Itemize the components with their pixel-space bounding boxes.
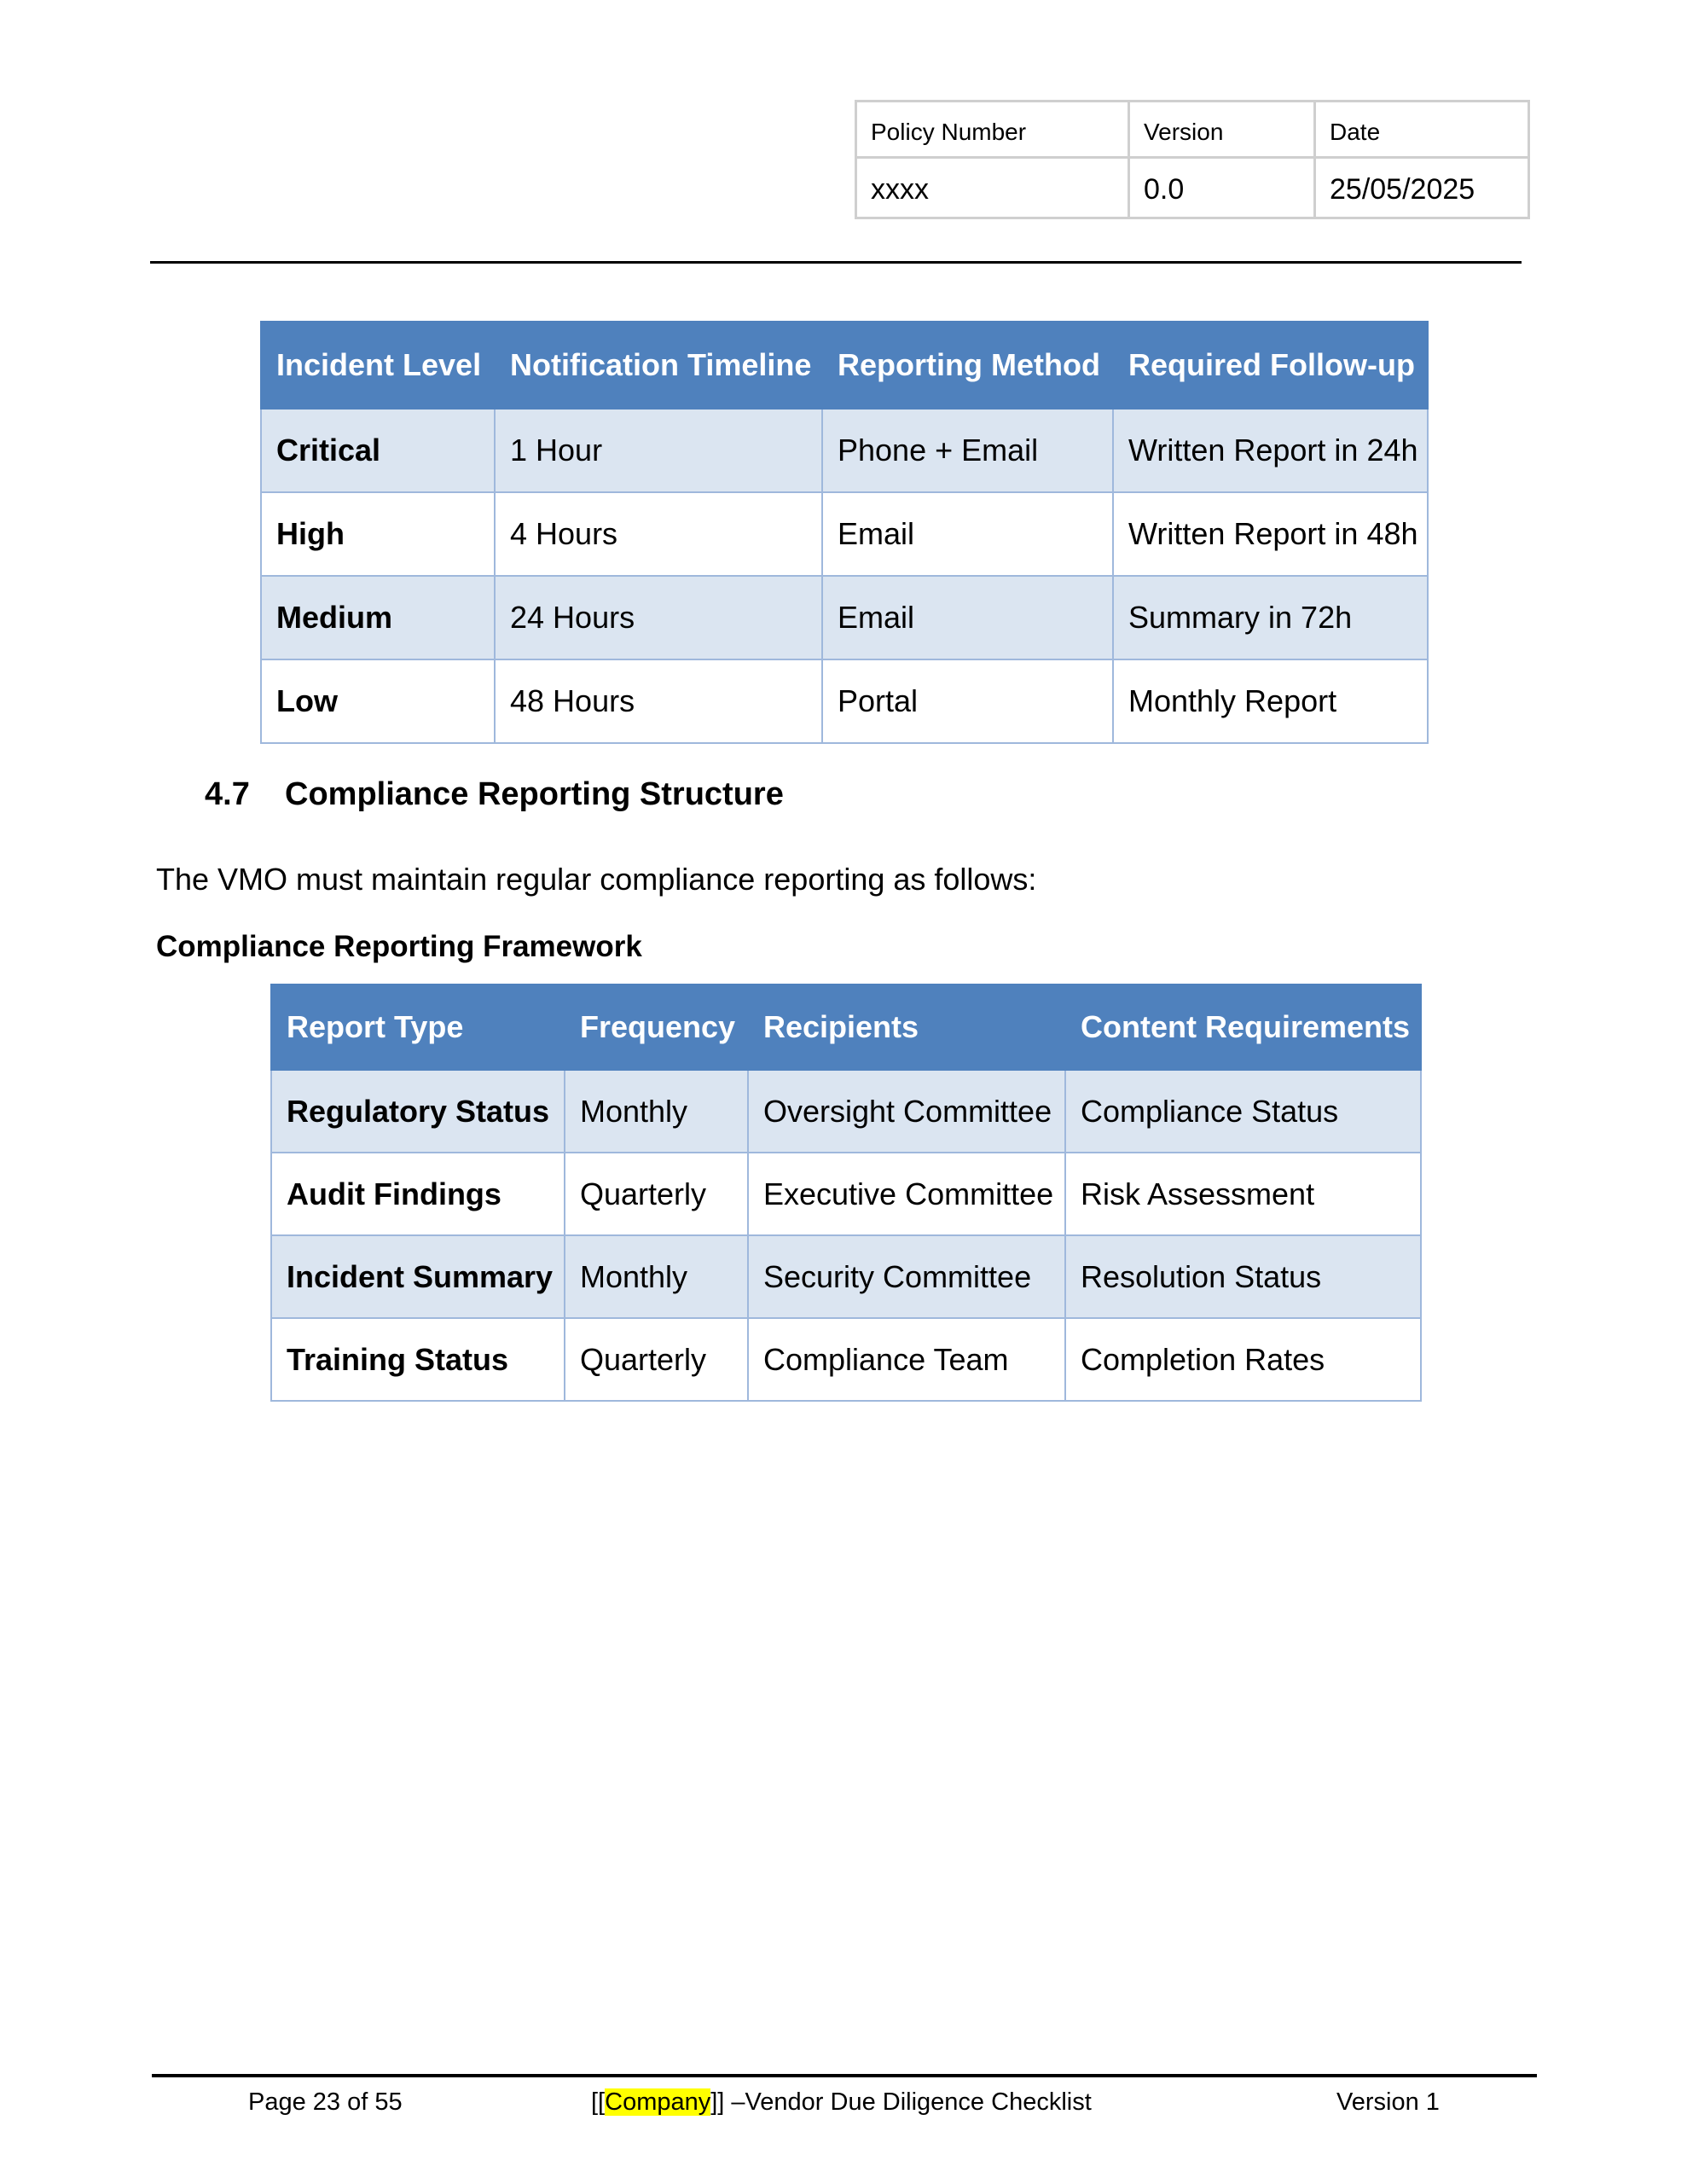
footer-document-title	[591, 2088, 1092, 2117]
table-cell: Low	[261, 659, 495, 743]
intro-paragraph: The VMO must maintain regular compliance reporting as follows:	[156, 862, 1037, 897]
compliance-reporting-table	[270, 984, 1422, 1402]
table-row	[261, 409, 1428, 492]
table-row	[271, 1235, 1421, 1318]
table-cell: Medium	[261, 576, 495, 659]
meta-label-policy-number: Policy Number	[856, 102, 1129, 158]
section-heading	[205, 776, 784, 813]
table-cell: Phone + Email	[822, 409, 1113, 492]
table-row	[271, 1318, 1421, 1401]
meta-label-row	[856, 102, 1529, 158]
table-cell: 24 Hours	[495, 576, 822, 659]
meta-label-version: Version	[1129, 102, 1315, 158]
table-cell: Monthly Report	[1113, 659, 1428, 743]
table-cell: Risk Assessment	[1065, 1153, 1421, 1235]
meta-value-date: 25/05/2025	[1315, 158, 1529, 218]
table-cell: Summary in 72h	[1113, 576, 1428, 659]
table-cell: Completion Rates	[1065, 1318, 1421, 1401]
column-header: Frequency	[565, 985, 748, 1070]
table-cell: 48 Hours	[495, 659, 822, 743]
footer-title-suffix: ]] –Vendor Due Diligence Checklist	[710, 2088, 1092, 2116]
table-row	[271, 1070, 1421, 1153]
column-header: Incident Level	[261, 322, 495, 409]
table-cell: Email	[822, 492, 1113, 576]
incident-notification-table	[260, 321, 1429, 744]
table-cell: Email	[822, 576, 1113, 659]
table-cell: High	[261, 492, 495, 576]
footer-title-prefix: [[	[591, 2088, 606, 2116]
document-meta-table	[855, 100, 1530, 219]
meta-value-version: 0.0	[1129, 158, 1315, 218]
table-cell: 1 Hour	[495, 409, 822, 492]
header-divider	[150, 261, 1522, 264]
table-header-row	[271, 985, 1421, 1070]
column-header: Recipients	[748, 985, 1065, 1070]
table-cell: Monthly	[565, 1070, 748, 1153]
table-cell: Quarterly	[565, 1153, 748, 1235]
framework-title: Compliance Reporting Framework	[156, 930, 642, 963]
footer-page-number: Page 23 of 55	[248, 2088, 403, 2116]
table-header-row	[261, 322, 1428, 409]
column-header: Content Requirements	[1065, 985, 1421, 1070]
meta-label-date: Date	[1315, 102, 1529, 158]
company-placeholder: Company	[605, 2088, 711, 2116]
table-cell: Quarterly	[565, 1318, 748, 1401]
table-cell: 4 Hours	[495, 492, 822, 576]
table-cell: Security Committee	[748, 1235, 1065, 1318]
table-row	[261, 659, 1428, 743]
table-cell: Compliance Team	[748, 1318, 1065, 1401]
table-cell: Critical	[261, 409, 495, 492]
table-cell: Oversight Committee	[748, 1070, 1065, 1153]
column-header: Required Follow-up	[1113, 322, 1428, 409]
column-header: Reporting Method	[822, 322, 1113, 409]
table-cell: Incident Summary	[271, 1235, 565, 1318]
table-cell: Compliance Status	[1065, 1070, 1421, 1153]
table-cell: Monthly	[565, 1235, 748, 1318]
section-number: 4.7	[205, 776, 250, 812]
table-cell: Training Status	[271, 1318, 565, 1401]
column-header: Report Type	[271, 985, 565, 1070]
column-header: Notification Timeline	[495, 322, 822, 409]
meta-value-row	[856, 158, 1529, 218]
footer-version: Version 1	[1336, 2088, 1440, 2116]
table-row	[271, 1153, 1421, 1235]
table-row	[261, 492, 1428, 576]
table-cell: Portal	[822, 659, 1113, 743]
table-cell: Audit Findings	[271, 1153, 565, 1235]
table-cell: Written Report in 24h	[1113, 409, 1428, 492]
table-cell: Written Report in 48h	[1113, 492, 1428, 576]
table-cell: Resolution Status	[1065, 1235, 1421, 1318]
meta-value-policy-number: xxxx	[856, 158, 1129, 218]
table-cell: Executive Committee	[748, 1153, 1065, 1235]
section-title: Compliance Reporting Structure	[285, 776, 784, 812]
footer-divider	[152, 2074, 1537, 2077]
table-row	[261, 576, 1428, 659]
table-cell: Regulatory Status	[271, 1070, 565, 1153]
